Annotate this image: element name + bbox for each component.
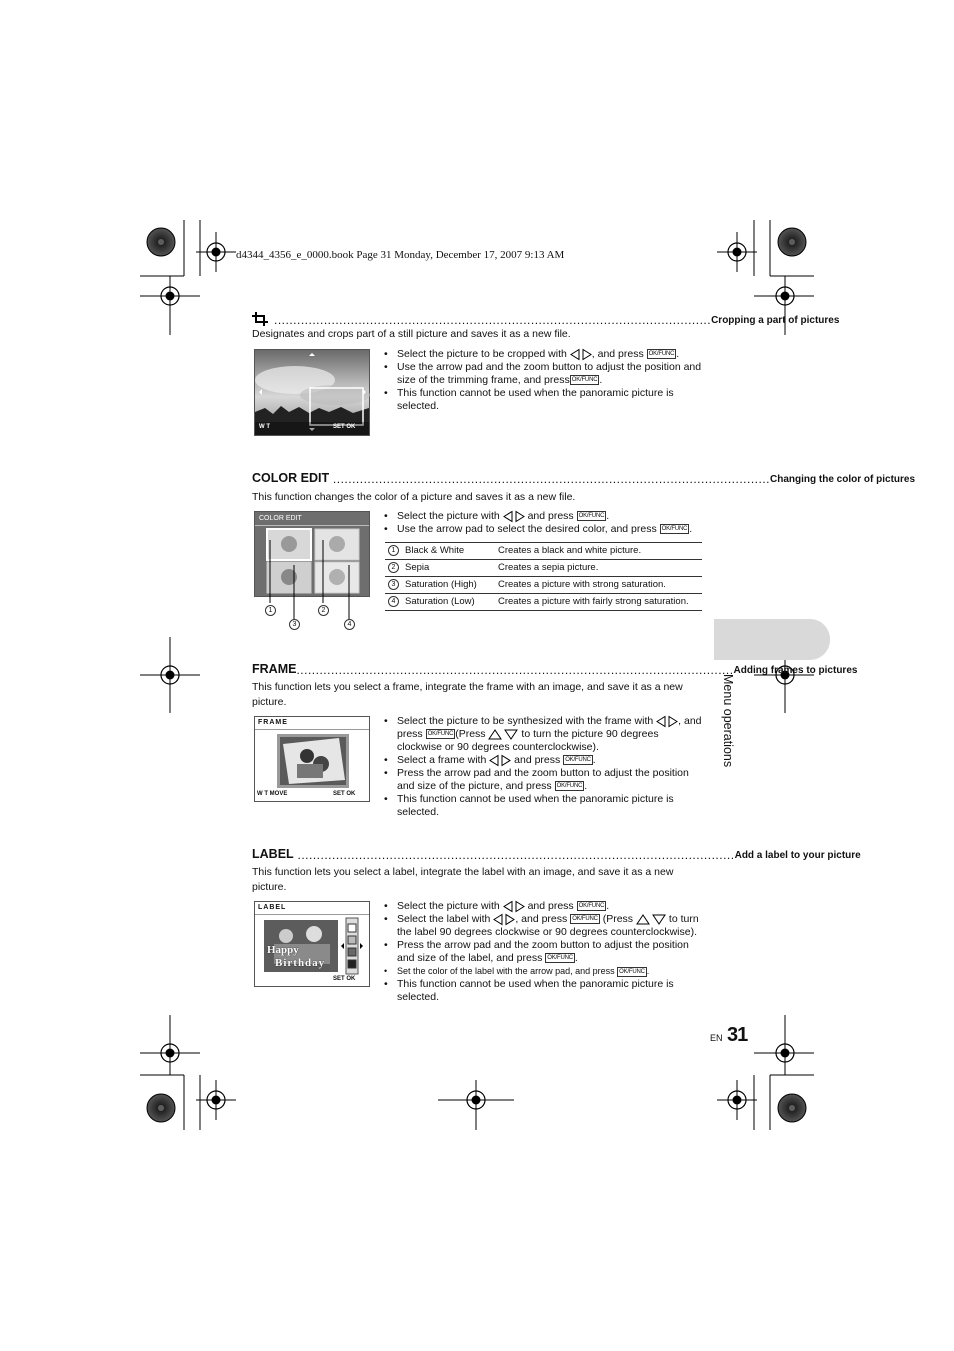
left-right-arrow-icon — [570, 349, 592, 360]
ok-func-icon: OK/FUNC — [648, 351, 675, 358]
color-options-table — [385, 542, 702, 611]
ok-func-icon: OK/FUNC — [578, 513, 605, 520]
color-edit-heading: COLOR EDIT .................................................................................................................. Changing the color of pictures — [252, 471, 916, 486]
label-screen-ok: OK — [346, 976, 356, 982]
label-screen — [254, 901, 370, 987]
left-right-arrow-icon — [493, 914, 515, 925]
label-happy-text: Happy — [267, 944, 299, 956]
list-item: • Select the picture with and press OK/FUNC . — [384, 510, 702, 523]
list-item: • Select the picture to be synthesized with the frame with , and press OK/FUNC (Press to turn the picture 90 degrees clockwise or 90 degrees counterclockwise). — [384, 715, 702, 754]
frame-heading: FRAME .................................................................................................................. Adding frames to pictures — [252, 662, 858, 677]
trim-steps — [384, 348, 702, 413]
trim-screen-t: T — [266, 424, 271, 430]
ok-func-icon: OK/FUNC — [572, 916, 598, 923]
list-item: • Press the arrow pad and the zoom button to adjust the position and size of the label, and press OK/FUNC . — [384, 939, 702, 965]
ok-func-icon: OK/FUNC — [619, 968, 645, 975]
side-tab-label: Menu operations — [721, 674, 735, 768]
left-right-arrow-icon — [503, 901, 525, 912]
frame-screen-move: MOVE — [269, 791, 288, 797]
table-row: 3 Saturation (High) Creates a picture with strong saturation. — [385, 577, 702, 594]
ok-func-icon: OK/FUNC — [547, 955, 573, 962]
list-item: • Select the picture with and press OK/FUNC . — [384, 900, 702, 913]
up-down-arrow-icon — [636, 914, 666, 925]
left-right-arrow-icon — [489, 755, 511, 766]
side-tab — [714, 619, 830, 660]
label-title: LABEL — [252, 847, 294, 861]
star-target-icon — [147, 228, 175, 256]
color-edit-subtitle: Changing the color of pictures — [770, 474, 916, 485]
list-item: • Use the arrow pad and the zoom button to adjust the position and size of the trimming frame, and press OK/FUNC . — [384, 361, 702, 387]
label-screen-set: SET — [333, 976, 345, 982]
frame-subtitle: Adding frames to pictures — [733, 665, 858, 676]
left-right-arrow-icon — [503, 511, 525, 522]
ok-func-icon: OK/FUNC — [565, 757, 591, 764]
frame-photo — [277, 734, 349, 788]
frame-screen-wt: W T — [257, 791, 268, 797]
frame-description: This function lets you select a frame, integrate the frame with an image, and save it as a new picture. — [252, 681, 683, 708]
frame-screen — [254, 716, 370, 802]
ok-func-icon: OK/FUNC — [427, 731, 454, 738]
table-row: 4 Saturation (Low) Creates a picture with fairly strong saturation. — [385, 594, 702, 611]
trim-heading: .................................................................................................................. Cropping a part of pictures — [252, 310, 702, 326]
frame-screen-ok: OK — [346, 791, 356, 797]
ok-func-icon: OK/FUNC — [578, 903, 605, 910]
trim-screen-set: SET — [333, 424, 345, 430]
trim-icon — [252, 312, 270, 326]
callout-3: 3 — [289, 619, 300, 630]
file-slug: d4344_4356_e_0000.book Page 31 Monday, December 17, 2007 9:13 AM — [236, 249, 565, 261]
callout-2: 2 — [318, 605, 329, 616]
table-row: 2 Sepia Creates a sepia picture. — [385, 560, 702, 577]
frame-screen-set: SET — [333, 791, 345, 797]
color-edit-title: COLOR EDIT — [252, 471, 330, 485]
trim-subtitle: Cropping a part of pictures — [711, 315, 840, 326]
label-screen-label: LABEL — [258, 904, 287, 911]
trim-screen — [254, 349, 370, 436]
color-edit-description: This function changes the color of a picture and saves it as a new file. — [252, 491, 576, 503]
list-item: • Use the arrow pad to select the desired color, and press OK/FUNC . — [384, 523, 702, 536]
label-subtitle: Add a label to your picture — [734, 850, 861, 861]
frame-steps — [384, 715, 702, 819]
list-item: • This function cannot be used when the panoramic picture is selected. — [384, 978, 702, 1004]
trim-screen-ok: OK — [346, 424, 356, 430]
list-item: • This function cannot be used when the panoramic picture is selected. — [384, 793, 702, 819]
label-heading: LABEL .................................................................................................................. Add a label to your picture — [252, 847, 861, 862]
label-birthday-text: Birthday — [275, 957, 326, 969]
list-item: • Select a frame with and press OK/FUNC . — [384, 754, 702, 767]
list-item: • This function cannot be used when the panoramic picture is selected. — [384, 387, 702, 413]
label-steps — [384, 900, 702, 1004]
ok-func-icon: OK/FUNC — [556, 783, 583, 790]
label-selector-bar — [341, 918, 363, 974]
ok-func-icon: OK/FUNC — [571, 377, 598, 384]
list-item: • Press the arrow pad and the zoom button to adjust the position and size of the picture, and press OK/FUNC . — [384, 767, 702, 793]
page-lang: EN — [710, 1033, 723, 1043]
list-item: • Select the label with , and press OK/FUNC (Press to turn the label 90 degrees clockwise or 90 degrees counterclockwise). — [384, 913, 702, 939]
left-right-arrow-icon — [656, 716, 678, 727]
trim-description: Designates and crops part of a still picture and saves it as a new file. — [252, 328, 571, 340]
list-item: • Set the color of the label with the arrow pad, and press OK/FUNC . — [384, 965, 702, 978]
callout-4: 4 — [344, 619, 355, 630]
color-edit-steps — [384, 510, 702, 536]
ok-func-icon: OK/FUNC — [661, 526, 688, 533]
callout-lines — [254, 525, 368, 605]
frame-screen-label: FRAME — [258, 719, 288, 726]
up-down-arrow-icon — [488, 729, 518, 740]
color-edit-screen-label: COLOR EDIT — [259, 515, 302, 522]
callout-1: 1 — [265, 605, 276, 616]
trim-screen-w: W — [259, 424, 265, 430]
frame-title: FRAME — [252, 662, 297, 676]
label-description: This function lets you select a label, integrate the label with an image, and save it as a new picture. — [252, 866, 674, 893]
table-row: 1 Black & White Creates a black and white picture. — [385, 543, 702, 560]
list-item: • Select the picture to be cropped with , and press OK/FUNC . — [384, 348, 702, 361]
page-number: 31 — [727, 1024, 748, 1046]
